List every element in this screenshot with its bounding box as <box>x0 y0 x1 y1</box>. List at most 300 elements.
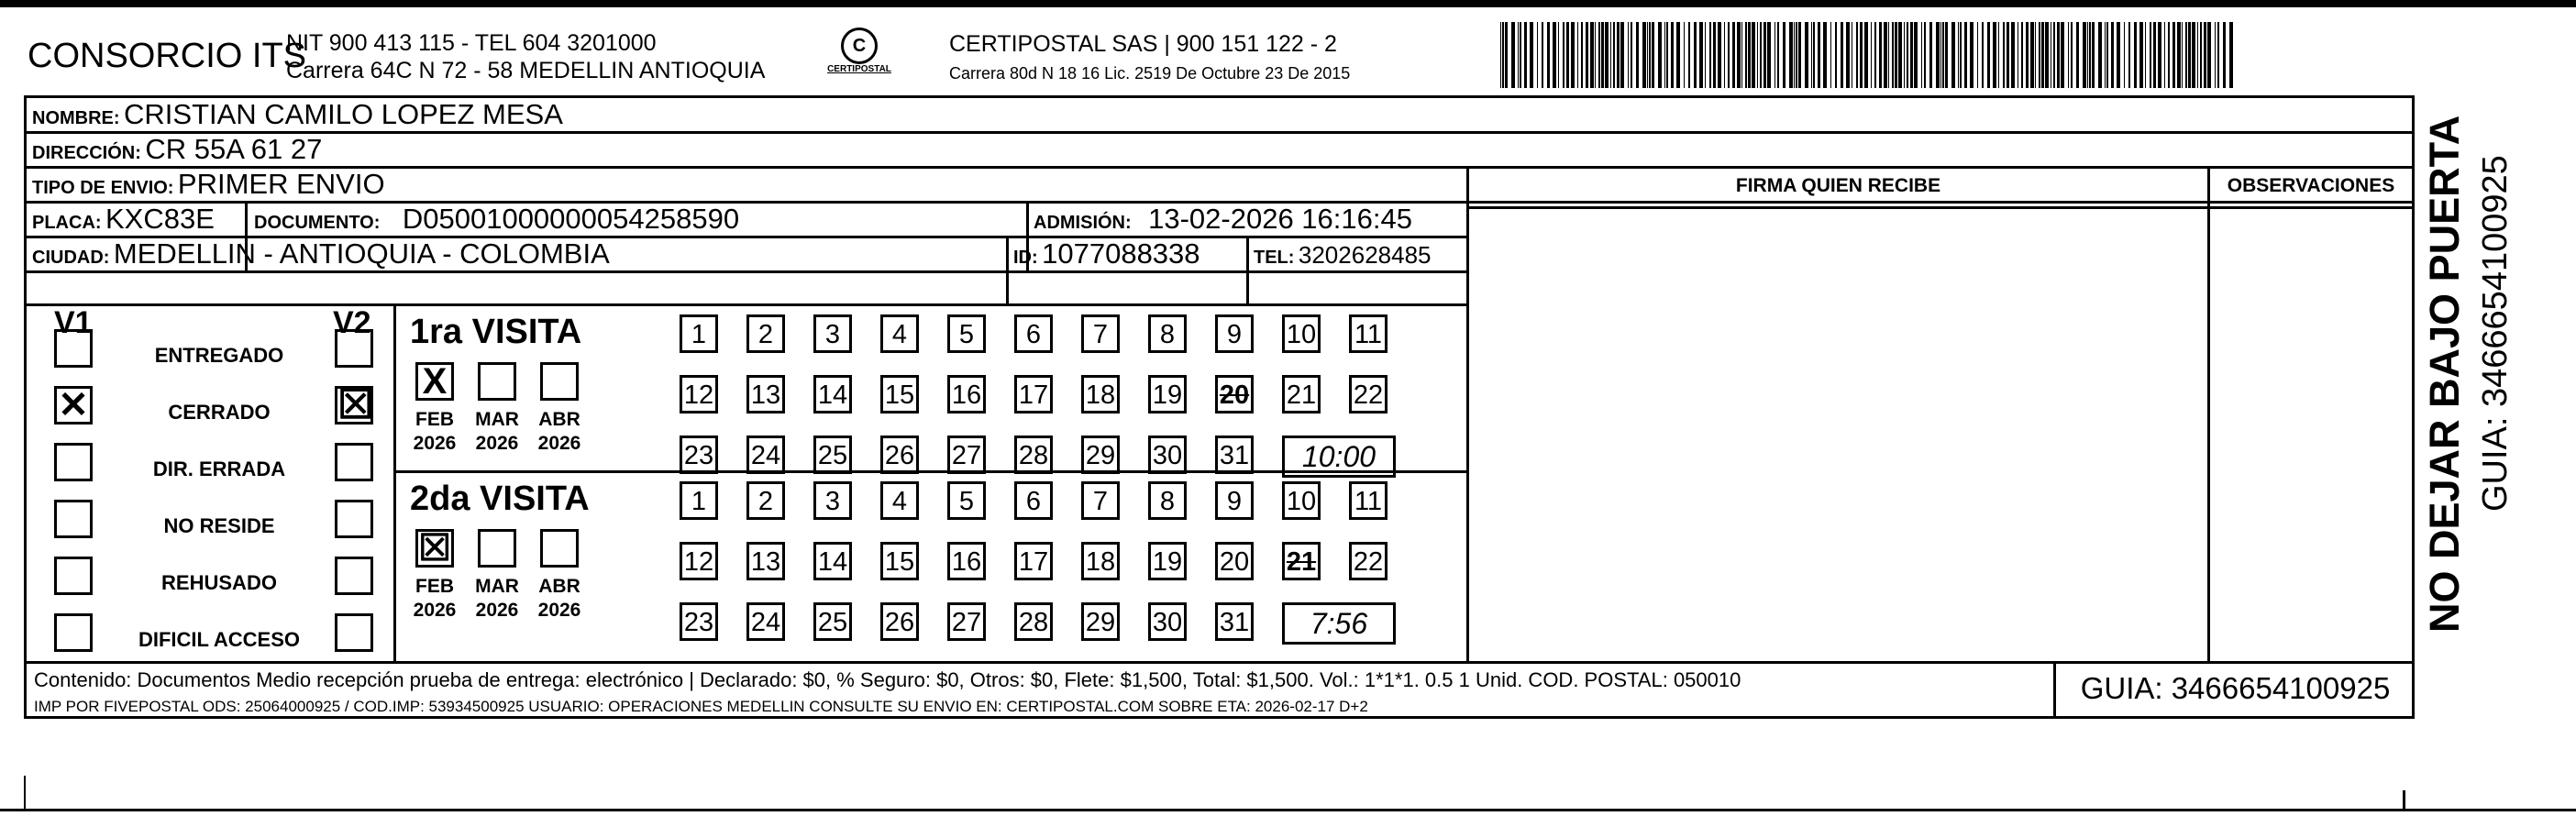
barcode-bar <box>2045 22 2049 88</box>
logo-mark-icon: C <box>841 28 878 64</box>
day-box-0-29[interactable]: 29 <box>1081 436 1120 474</box>
barcode-bar <box>1796 22 1797 88</box>
day-box-1-9[interactable]: 9 <box>1215 481 1254 520</box>
barcode-bar <box>1642 22 1646 88</box>
barcode-bar <box>2076 22 2079 88</box>
placa-value: KXC83E <box>105 203 215 235</box>
visit-title-0: 1ra VISITA <box>410 313 582 351</box>
v2-checkbox-5[interactable] <box>335 613 373 652</box>
day-box-1-20[interactable]: 20 <box>1215 542 1254 580</box>
certipostal-info <box>949 29 1350 88</box>
status-label-1: CERRADO <box>168 401 271 424</box>
barcode-bar <box>1741 22 1742 88</box>
day-box-1-7[interactable]: 7 <box>1081 481 1120 520</box>
day-box-1-21[interactable] <box>1282 542 1321 580</box>
day-box-0-2[interactable]: 2 <box>746 314 785 353</box>
month-year: 2026 <box>537 433 581 454</box>
nit-line: NIT 900 413 115 - TEL 604 3201000 <box>286 30 657 56</box>
contenido-line: Contenido: Documentos Medio recepción prueba de entrega: electrónico | Declarado: $0, % Seguro: $0, Otros: $0, Flete: $1,500, Total: $1,500. Vol.: 1*1*1. 0.5 1 Unid. COD. POSTAL: 050010 <box>34 668 1741 691</box>
day-box-1-16[interactable]: 16 <box>947 542 986 580</box>
barcode-bar <box>1537 22 1538 88</box>
id-value: 1077088338 <box>1042 237 1200 270</box>
barcode-bar <box>1610 22 1611 88</box>
barcode-bar <box>1553 22 1556 88</box>
day-box-1-31[interactable]: 31 <box>1215 602 1254 641</box>
barcode-bar <box>2124 22 2125 88</box>
barcode-bar <box>1671 22 1674 88</box>
divider <box>1006 236 1009 270</box>
barcode-bar <box>1856 22 1858 88</box>
barcode-bar <box>2134 22 2137 88</box>
barcode-bar <box>1563 22 1564 88</box>
month-label-0-1 <box>470 408 525 456</box>
month-year: 2026 <box>413 433 457 454</box>
barcode-bar <box>1864 22 1868 88</box>
barcode-bar <box>1892 22 1894 88</box>
barcode-bar <box>1910 22 1913 88</box>
barcode-bar <box>1767 22 1771 88</box>
day-box-0-9[interactable]: 9 <box>1215 314 1254 353</box>
barcode-bar <box>1789 22 1793 88</box>
day-box-1-10[interactable]: 10 <box>1282 481 1321 520</box>
barcode-bar <box>1998 22 1999 88</box>
v2-header: V2 <box>333 305 371 340</box>
day-box-0-16[interactable]: 16 <box>947 375 986 414</box>
day-box-1-8[interactable]: 8 <box>1148 481 1187 520</box>
tel-label: TEL: <box>1254 248 1295 268</box>
v1-checkbox-3[interactable] <box>54 500 93 538</box>
visit-title-1: 2da VISITA <box>410 480 590 518</box>
barcode-bar <box>1530 22 1533 88</box>
barcode-bar <box>2204 22 2206 88</box>
barcode-bar <box>1705 22 1706 88</box>
barcode-bar <box>1613 22 1615 88</box>
day-box-0-3[interactable]: 3 <box>813 314 852 353</box>
barcode-bar <box>2106 22 2108 88</box>
day-box-0-20[interactable] <box>1215 375 1254 414</box>
day-box-0-28[interactable]: 28 <box>1014 436 1053 474</box>
certi-line-1: CERTIPOSTAL SAS | 900 151 122 - 2 <box>949 31 1337 57</box>
month-label-1-1 <box>470 575 525 623</box>
day-box-1-6[interactable]: 6 <box>1014 481 1053 520</box>
company-name: CONSORCIO ITS <box>28 37 307 75</box>
day-box-1-26[interactable]: 26 <box>880 602 919 641</box>
barcode-bar <box>2182 22 2183 88</box>
marked-day: 20 <box>1219 380 1250 410</box>
divider <box>245 201 248 236</box>
imp-line: IMP POR FIVEPOSTAL ODS: 25064000925 / COD.IMP: 53934500925 USUARIO: OPERACIONES MEDELLIN CONSULTE SU ENVIO EN: CERTIPOSTAL.COM SOBRE ETA: 2026-02-17 D+2 <box>34 698 1368 715</box>
visit-time-0[interactable]: 10:00 <box>1282 436 1396 478</box>
day-box-0-7[interactable]: 7 <box>1081 314 1120 353</box>
barcode-bar <box>1598 22 1600 88</box>
barcode-bar <box>1951 22 1955 88</box>
nombre-row <box>32 98 563 131</box>
divider <box>27 270 1466 273</box>
placa-row <box>32 203 215 236</box>
day-box-1-12[interactable]: 12 <box>680 542 718 580</box>
barcode-bar <box>2035 22 2036 88</box>
day-box-0-21[interactable]: 21 <box>1282 375 1321 414</box>
barcode-bar <box>1774 22 1775 88</box>
barcode-bar <box>1581 22 1583 88</box>
barcode-bar <box>1977 22 1978 88</box>
barcode-bar <box>1547 22 1550 88</box>
month-checkbox-abr-0[interactable] <box>540 362 579 401</box>
barcode-bar <box>2139 22 2143 88</box>
barcode-bar <box>1605 22 1609 88</box>
barcode-bar <box>1794 22 1795 88</box>
id-label: ID: <box>1013 248 1038 268</box>
month-name: ABR <box>538 576 580 597</box>
barcode-bar <box>1907 22 1908 88</box>
day-box-0-4[interactable]: 4 <box>880 314 919 353</box>
barcode-bar <box>2083 22 2086 88</box>
month-label-1-2 <box>532 575 587 623</box>
barcode-bar <box>1914 22 1918 88</box>
observaciones-area[interactable] <box>2210 209 2412 661</box>
month-checkbox-mar-0[interactable] <box>478 362 516 401</box>
barcode-bar <box>1818 22 1820 88</box>
barcode-bar <box>2223 22 2226 88</box>
month-year: 2026 <box>475 433 519 454</box>
day-box-0-8[interactable]: 8 <box>1148 314 1187 353</box>
status-label-3: NO RESIDE <box>163 514 275 537</box>
day-box-1-28[interactable]: 28 <box>1014 602 1053 641</box>
day-box-1-29[interactable]: 29 <box>1081 602 1120 641</box>
tipo-value: PRIMER ENVIO <box>177 168 385 200</box>
documento-row <box>254 203 739 236</box>
v2-checkbox-1[interactable] <box>335 382 374 427</box>
documento-value: D05001000000054258590 <box>402 203 740 235</box>
v2-checkbox-4[interactable] <box>335 557 373 595</box>
barcode-bar <box>1783 22 1786 88</box>
day-box-1-17[interactable]: 17 <box>1014 542 1053 580</box>
barcode-bar <box>1945 22 1948 88</box>
barcode-bar <box>2229 22 2233 88</box>
barcode-bar <box>1846 22 1850 88</box>
barcode-bar <box>1737 22 1741 88</box>
barcode-bar <box>1713 22 1716 88</box>
month-name: FEB <box>415 576 454 597</box>
day-box-1-30[interactable]: 30 <box>1148 602 1187 641</box>
certipostal-logo <box>818 28 901 74</box>
barcode-bar <box>2053 22 2055 88</box>
v1-header: V1 <box>54 305 93 340</box>
month-name: ABR <box>538 409 580 430</box>
barcode-bar <box>2215 22 2216 88</box>
day-box-1-18[interactable]: 18 <box>1081 542 1120 580</box>
admision-value: 13-02-2026 16:16:45 <box>1148 203 1412 235</box>
barcode-bar <box>2041 22 2044 88</box>
barcode-bar <box>2128 22 2130 88</box>
day-box-0-1[interactable]: 1 <box>680 314 718 353</box>
barcode-bar <box>1684 22 1685 88</box>
barcode-bar <box>1835 22 1837 88</box>
divider <box>393 303 396 661</box>
barcode-bar <box>1617 22 1620 88</box>
bottom-right-tick <box>2403 790 2405 809</box>
observaciones-header: OBSERVACIONES <box>2227 175 2395 196</box>
barcode-bar <box>1631 22 1632 88</box>
day-box-1-19[interactable]: 19 <box>1148 542 1187 580</box>
month-label-1-0 <box>407 575 462 623</box>
day-box-1-25[interactable]: 25 <box>813 602 852 641</box>
day-box-1-1[interactable]: 1 <box>680 481 718 520</box>
divider <box>27 303 1466 306</box>
barcode-bar <box>1628 22 1629 88</box>
firma-header: FIRMA QUIEN RECIBE <box>1735 175 1941 196</box>
month-label-0-2 <box>532 408 587 456</box>
barcode-bar <box>1874 22 1876 88</box>
x-mark-icon: ✕ <box>58 385 89 425</box>
address-line: Carrera 64C N 72 - 58 MEDELLIN ANTIOQUIA <box>286 58 766 83</box>
month-label-0-0 <box>407 408 462 456</box>
barcode-bar <box>1987 22 1990 88</box>
status-label-2: DIR. ERRADA <box>152 458 286 480</box>
day-box-0-31[interactable]: 31 <box>1215 436 1254 474</box>
barcode-bar <box>1586 22 1588 88</box>
day-box-1-5[interactable]: 5 <box>947 481 986 520</box>
barcode-bar <box>1520 22 1521 88</box>
v2-checkbox-3[interactable] <box>335 500 373 538</box>
x-mark-icon: X <box>422 361 448 402</box>
v2-checkbox-2[interactable] <box>335 443 373 481</box>
barcode-bar <box>1757 22 1758 88</box>
day-box-0-10[interactable]: 10 <box>1282 314 1321 353</box>
barcode-bar <box>1879 22 1882 88</box>
x-mark-icon: ☒ <box>337 382 374 427</box>
month-checkbox-abr-1[interactable] <box>540 529 579 568</box>
day-box-0-24[interactable]: 24 <box>746 436 785 474</box>
barcode-bar <box>2185 22 2187 88</box>
barcode-bar <box>1709 22 1711 88</box>
nombre-label: NOMBRE: <box>32 108 120 128</box>
barcode-bar <box>1647 22 1648 88</box>
barcode-bar <box>1884 22 1887 88</box>
barcode-bar <box>1936 22 1940 88</box>
month-year: 2026 <box>475 600 519 621</box>
barcode-bar <box>1748 22 1751 88</box>
day-box-0-5[interactable]: 5 <box>947 314 986 353</box>
barcode-bar <box>1664 22 1665 88</box>
nombre-value: CRISTIAN CAMILO LOPEZ MESA <box>124 98 563 130</box>
day-box-0-25[interactable]: 25 <box>813 436 852 474</box>
barcode-bar <box>1993 22 1996 88</box>
barcode-bar <box>2117 22 2120 88</box>
barcode-bar <box>2207 22 2211 88</box>
barcode-bar <box>1728 22 1730 88</box>
day-box-0-15[interactable]: 15 <box>880 375 919 414</box>
barcode-bar <box>2011 22 2015 88</box>
barcode-bar <box>1658 22 1662 88</box>
barcode-bar <box>2105 22 2106 88</box>
barcode-bar <box>1860 22 1863 88</box>
side-guia: GUIA: 3466654100925 <box>2476 155 2515 512</box>
barcode-bar <box>1895 22 1897 88</box>
barcode-bar <box>2150 22 2151 88</box>
day-box-0-22[interactable]: 22 <box>1349 375 1388 414</box>
barcode-bar <box>1752 22 1755 88</box>
v2-checkbox-0[interactable] <box>335 329 373 368</box>
barcode-bar <box>1558 22 1559 88</box>
barcode-bar <box>2068 22 2069 88</box>
barcode-bar <box>2098 22 2102 88</box>
barcode-bar <box>1921 22 1922 88</box>
barcode-bar <box>1940 22 1941 88</box>
day-box-0-6[interactable]: 6 <box>1014 314 1053 353</box>
barcode-bar <box>2021 22 2023 88</box>
status-label-5: DIFICIL ACCESO <box>138 628 300 651</box>
barcode-bar <box>1805 22 1808 88</box>
ciudad-label: CIUDAD: <box>32 248 110 268</box>
barcode-bar <box>2192 22 2195 88</box>
divider <box>1246 270 1249 303</box>
barcode-bar <box>1620 22 1624 88</box>
day-box-0-12[interactable]: 12 <box>680 375 718 414</box>
barcode-bar <box>2057 22 2060 88</box>
barcode-bar <box>2197 22 2198 88</box>
barcode-bar <box>1924 22 1926 88</box>
barcode-bar <box>1505 22 1508 88</box>
v1-checkbox-2[interactable] <box>54 443 93 481</box>
barcode-bar <box>1652 22 1654 88</box>
barcode-bar <box>2007 22 2009 88</box>
day-box-1-3[interactable]: 3 <box>813 481 852 520</box>
barcode-bar <box>1566 22 1569 88</box>
day-box-1-24[interactable]: 24 <box>746 602 785 641</box>
barcode-bar <box>2153 22 2156 88</box>
placa-label: PLACA: <box>32 213 102 233</box>
ciudad-row <box>32 237 610 270</box>
tel-value: 3202628485 <box>1298 241 1432 269</box>
month-year: 2026 <box>537 600 581 621</box>
divider <box>27 131 2412 134</box>
day-box-0-13[interactable]: 13 <box>746 375 785 414</box>
barcode-bar <box>1724 22 1725 88</box>
month-checkbox-mar-1[interactable] <box>478 529 516 568</box>
day-box-0-27[interactable]: 27 <box>947 436 986 474</box>
barcode-bar <box>1636 22 1639 88</box>
barcode-bar <box>1590 22 1594 88</box>
day-box-1-27[interactable]: 27 <box>947 602 986 641</box>
v1-checkbox-4[interactable] <box>54 557 93 595</box>
direccion-row <box>32 133 322 166</box>
month-name: MAR <box>475 576 519 597</box>
direccion-label: DIRECCIÓN: <box>32 143 141 163</box>
barcode-bar <box>1649 22 1651 88</box>
barcode-bar <box>1813 22 1815 88</box>
signature-area[interactable] <box>1469 209 2207 661</box>
v1-checkbox-0[interactable] <box>54 329 93 368</box>
admision-row <box>1034 203 1412 236</box>
barcode-bar <box>2188 22 2191 88</box>
barcode-bar <box>1964 22 1967 88</box>
barcode-bar <box>2003 22 2005 88</box>
divider <box>1026 201 1029 236</box>
barcode-bar <box>2030 22 2034 88</box>
barcode <box>1500 22 2238 88</box>
day-box-1-11[interactable]: 11 <box>1349 481 1388 520</box>
day-box-1-4[interactable]: 4 <box>880 481 919 520</box>
status-label-0: ENTREGADO <box>154 344 284 367</box>
status-label-4: REHUSADO <box>161 571 277 594</box>
barcode-bar <box>1888 22 1889 88</box>
day-box-0-17[interactable]: 17 <box>1014 375 1053 414</box>
barcode-bar <box>2089 22 2091 88</box>
tipo-label: TIPO DE ENVIO: <box>32 178 174 198</box>
visit-time-1[interactable]: 7:56 <box>1282 602 1396 645</box>
day-box-1-15[interactable]: 15 <box>880 542 919 580</box>
barcode-bar <box>2172 22 2175 88</box>
barcode-bar <box>1571 22 1575 88</box>
v1-checkbox-5[interactable] <box>54 613 93 652</box>
barcode-bar <box>1958 22 1959 88</box>
day-box-1-14[interactable]: 14 <box>813 542 852 580</box>
day-box-0-19[interactable]: 19 <box>1148 375 1187 414</box>
barcode-bar <box>1694 22 1697 88</box>
month-checkbox-feb-0[interactable] <box>415 362 454 401</box>
barcode-bar <box>1811 22 1812 88</box>
barcode-bar <box>1542 22 1543 88</box>
barcode-bar <box>2164 22 2165 88</box>
month-year: 2026 <box>413 600 457 621</box>
barcode-bar <box>1929 22 1932 88</box>
barcode-bar <box>1798 22 1801 88</box>
barcode-bar <box>1666 22 1668 88</box>
barcode-bar <box>2168 22 2170 88</box>
bottom-left-tick <box>24 776 26 809</box>
barcode-bar <box>1960 22 1962 88</box>
barcode-bar <box>2145 22 2146 88</box>
barcode-bar <box>1745 22 1747 88</box>
day-box-0-23[interactable]: 23 <box>680 436 718 474</box>
day-box-0-26[interactable]: 26 <box>880 436 919 474</box>
barcode-bar <box>2061 22 2064 88</box>
barcode-bar <box>1524 22 1527 88</box>
barcode-bar <box>2026 22 2029 88</box>
day-box-0-11[interactable]: 11 <box>1349 314 1388 353</box>
day-box-1-22[interactable]: 22 <box>1349 542 1388 580</box>
barcode-bar <box>1502 22 1504 88</box>
top-border <box>0 0 2576 7</box>
barcode-bar <box>1511 22 1515 88</box>
day-box-0-30[interactable]: 30 <box>1148 436 1187 474</box>
day-box-1-13[interactable]: 13 <box>746 542 785 580</box>
barcode-bar <box>2039 22 2040 88</box>
barcode-bar <box>2071 22 2073 88</box>
barcode-bar <box>1688 22 1690 88</box>
day-box-1-2[interactable]: 2 <box>746 481 785 520</box>
day-box-0-18[interactable]: 18 <box>1081 375 1120 414</box>
day-box-1-23[interactable]: 23 <box>680 602 718 641</box>
barcode-bar <box>1601 22 1604 88</box>
tipo-row <box>32 168 385 201</box>
marked-day: 21 <box>1286 547 1317 577</box>
barcode-bar <box>1577 22 1578 88</box>
certi-line-2: Carrera 80d N 18 16 Lic. 2519 De Octubre 23 De 2015 <box>949 64 1351 83</box>
guia-box: GUIA: 3466654100925 <box>2053 661 2415 716</box>
ciudad-value: MEDELLIN - ANTIOQUIA - COLOMBIA <box>113 237 610 270</box>
barcode-bar <box>2092 22 2095 88</box>
barcode-bar <box>2158 22 2161 88</box>
company-info <box>286 29 765 84</box>
barcode-bar <box>2200 22 2202 88</box>
v1-checkbox-1[interactable] <box>54 386 93 425</box>
day-box-0-14[interactable]: 14 <box>813 375 852 414</box>
barcode-bar <box>1500 22 1501 88</box>
barcode-bar <box>1830 22 1831 88</box>
month-checkbox-feb-1[interactable] <box>415 529 454 568</box>
